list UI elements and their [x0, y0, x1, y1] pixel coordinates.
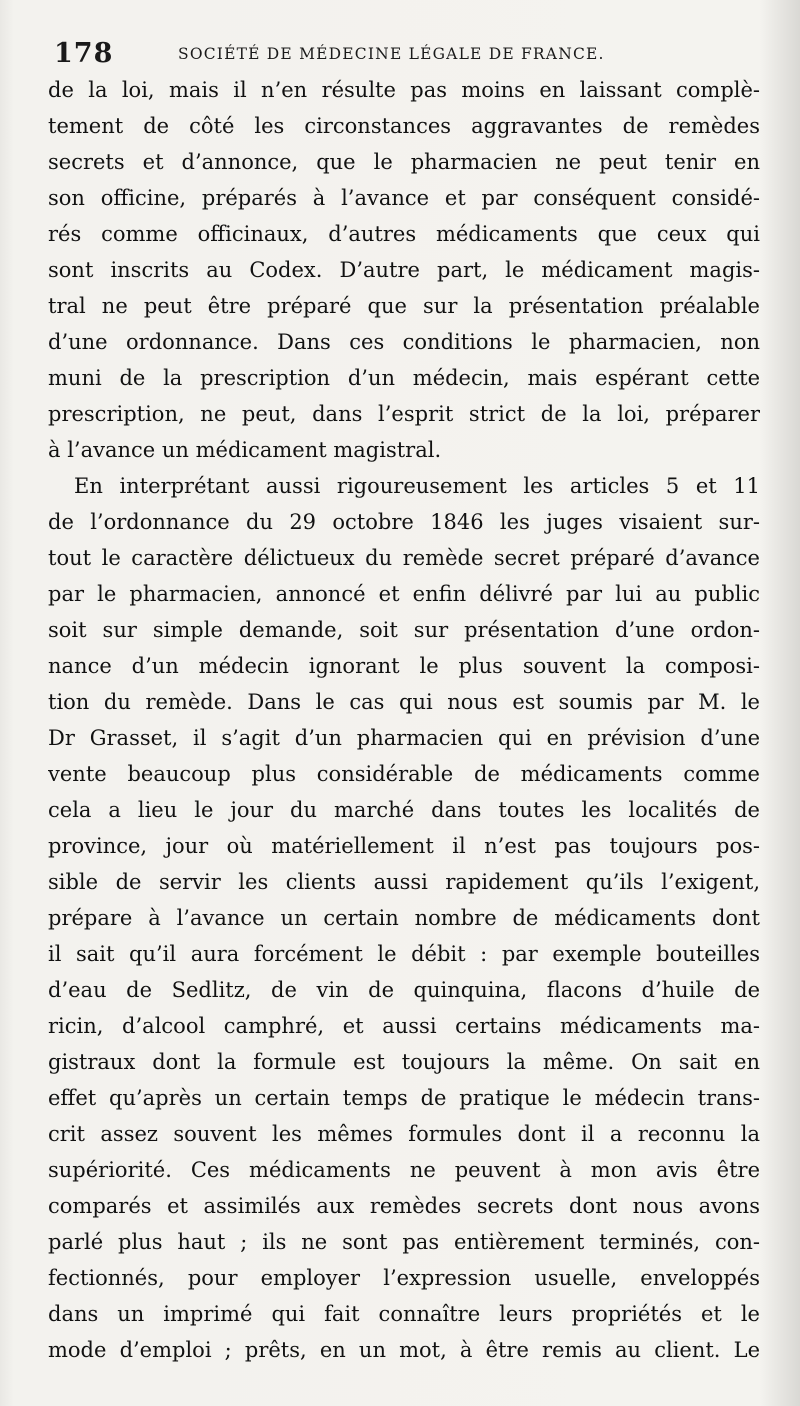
text-line: il sait qu’il aura forcément le débit : par exemple bouteilles: [48, 942, 760, 966]
text-line: par le pharmacien, annoncé et enfin délivré par lui au public: [48, 582, 760, 606]
text-line: ricin, d’alcool camphré, et aussi certains médicaments ma-: [48, 1014, 760, 1038]
text-line: secrets et d’annonce, que le pharmacien ne peut tenir en: [48, 150, 760, 174]
text-line: gistraux dont la formule est toujours la même. On sait en: [48, 1050, 760, 1074]
text-line: tement de côté les circonstances aggravantes de remèdes: [48, 114, 760, 138]
text-line: prescription, ne peut, dans l’esprit strict de la loi, préparer: [48, 402, 760, 426]
body-text: [48, 72, 760, 1368]
text-line: mode d’emploi ; prêts, en un mot, à être remis au client. Le: [48, 1338, 760, 1362]
page-number: 178: [54, 38, 114, 69]
text-line: vente beaucoup plus considérable de médicaments comme: [48, 762, 760, 786]
text-line: à l’avance un médicament magistral.: [48, 438, 442, 462]
text-line: de l’ordonnance du 29 octobre 1846 les juges visaient sur-: [48, 510, 760, 534]
text-line: prépare à l’avance un certain nombre de médicaments dont: [48, 906, 760, 930]
text-line: de la loi, mais il n’en résulte pas moins en laissant complè-: [48, 78, 760, 102]
text-line: crit assez souvent les mêmes formules dont il a reconnu la: [48, 1122, 760, 1146]
text-line: effet qu’après un certain temps de pratique le médecin trans-: [48, 1086, 760, 1110]
text-line: comparés et assimilés aux remèdes secrets dont nous avons: [48, 1194, 760, 1218]
text-line: soit sur simple demande, soit sur présentation d’une ordon-: [48, 618, 760, 642]
text-line: cela a lieu le jour du marché dans toutes les localités de: [48, 798, 760, 822]
text-line: rés comme officinaux, d’autres médicaments que ceux qui: [48, 222, 760, 246]
text-line: tion du remède. Dans le cas qui nous est soumis par M. le: [48, 690, 760, 714]
text-line: fectionnés, pour employer l’expression usuelle, enveloppés: [48, 1266, 760, 1290]
text-line: tral ne peut être préparé que sur la présentation préalable: [48, 294, 760, 318]
running-head: SOCIÉTÉ DE MÉDECINE LÉGALE DE FRANCE.: [178, 45, 605, 63]
text-line: dans un imprimé qui fait connaître leurs propriétés et le: [48, 1302, 760, 1326]
text-line: nance d’un médecin ignorant le plus souvent la composi-: [48, 654, 760, 678]
text-line: En interprétant aussi rigoureusement les articles 5 et 11: [74, 474, 760, 498]
text-line: Dr Grasset, il s’agit d’un pharmacien qui en prévision d’une: [48, 726, 760, 750]
text-line: province, jour où matériellement il n’est pas toujours pos-: [48, 834, 760, 858]
text-line: d’une ordonnance. Dans ces conditions le pharmacien, non: [48, 330, 760, 354]
text-line: d’eau de Sedlitz, de vin de quinquina, flacons d’huile de: [48, 978, 760, 1002]
text-line: supériorité. Ces médicaments ne peuvent à mon avis être: [48, 1158, 760, 1182]
text-line: tout le caractère délictueux du remède secret préparé d’avance: [48, 546, 760, 570]
text-line: son officine, préparés à l’avance et par conséquent considé-: [48, 186, 760, 210]
text-line: sont inscrits au Codex. D’autre part, le médicament magis-: [48, 258, 760, 282]
text-line: muni de la prescription d’un médecin, mais espérant cette: [48, 366, 760, 390]
text-line: sible de servir les clients aussi rapidement qu’ils l’exigent,: [48, 870, 760, 894]
text-line: parlé plus haut ; ils ne sont pas entièrement terminés, con-: [48, 1230, 760, 1254]
